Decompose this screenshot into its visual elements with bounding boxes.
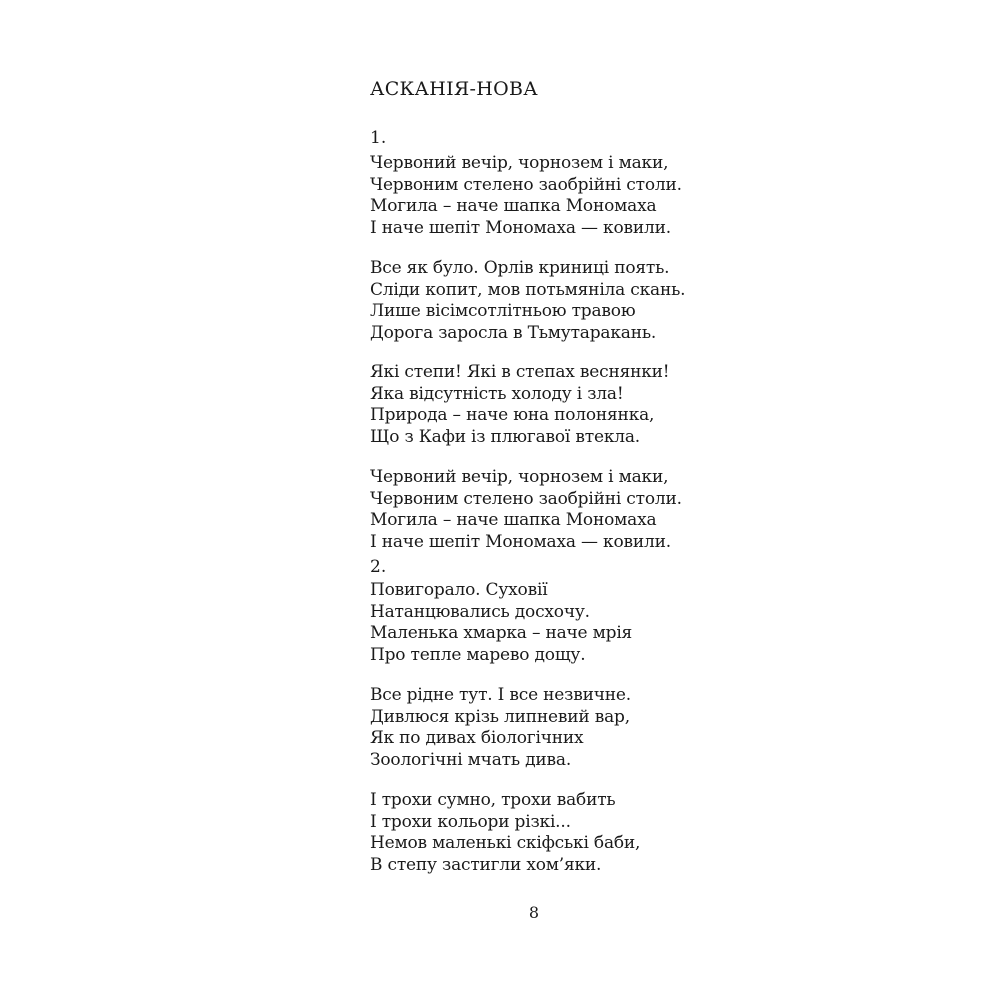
verse-line: Що з Кафи із плюгавої втекла. — [370, 426, 640, 447]
stanza-2-2 — [370, 685, 631, 771]
verse-line: І наче шепіт Мономаха — ковили. — [370, 531, 671, 552]
verse-line: Червоним стелено заобрійні столи. — [370, 488, 682, 509]
stanza-1-3 — [370, 362, 669, 448]
verse-line: Червоним стелено заобрійні столи. — [370, 174, 682, 195]
verse-line: Немов маленькі скіфські баби, — [370, 833, 641, 853]
verse-line: І трохи сумно, трохи вабить — [370, 790, 616, 810]
verse-line: Червоний вечір, чорнозем і маки, — [370, 467, 669, 487]
stanza-2-1 — [370, 580, 632, 666]
part-number-1: 1. — [370, 128, 387, 148]
part-number-2: 2. — [370, 557, 387, 577]
verse-line: Все рідне тут. І все незвичне. — [370, 685, 631, 705]
verse-line: Сліди копит, мов потьмяніла скань. — [370, 279, 686, 300]
verse-line: Натанцювались досхочу. — [370, 601, 590, 622]
verse-line: І трохи кольори різкі... — [370, 811, 571, 832]
verse-line: Про тепле марево дощу. — [370, 644, 586, 665]
verse-line: І наче шепіт Мономаха — ковили. — [370, 217, 671, 238]
verse-line: Зоологічні мчать дива. — [370, 749, 572, 770]
stanza-1-4 — [370, 467, 682, 553]
verse-line: Яка відсутність холоду і зла! — [370, 383, 624, 404]
verse-line: Як по дивах біологічних — [370, 728, 584, 748]
verse-line: Червоний вечір, чорнозем і маки, — [370, 153, 669, 173]
stanza-1-1 — [370, 153, 682, 239]
verse-line: Які степи! Які в степах веснянки! — [370, 362, 670, 382]
stanza-1-2 — [370, 258, 685, 344]
page-number: 8 — [528, 903, 540, 922]
verse-line: Дорога заросла в Тьмутаракань. — [370, 322, 657, 343]
verse-line: Повигорало. Суховії — [370, 580, 548, 600]
verse-line: В степу застигли хом’яки. — [370, 854, 602, 875]
verse-line: Лише вісімсотлітньою травою — [370, 301, 636, 321]
verse-line: Дивлюся крізь липневий вар, — [370, 706, 630, 727]
verse-line: Могила – наче шапка Мономаха — [370, 196, 657, 216]
stanza-2-3 — [370, 790, 640, 876]
verse-line: Могила – наче шапка Мономаха — [370, 510, 657, 530]
poem-title: АСКАНІЯ-НОВА — [370, 78, 538, 100]
verse-line: Природа – наче юна полонянка, — [370, 405, 655, 425]
verse-line: Все як було. Орлів криниці поять. — [370, 258, 670, 278]
verse-line: Маленька хмарка – наче мрія — [370, 623, 633, 643]
